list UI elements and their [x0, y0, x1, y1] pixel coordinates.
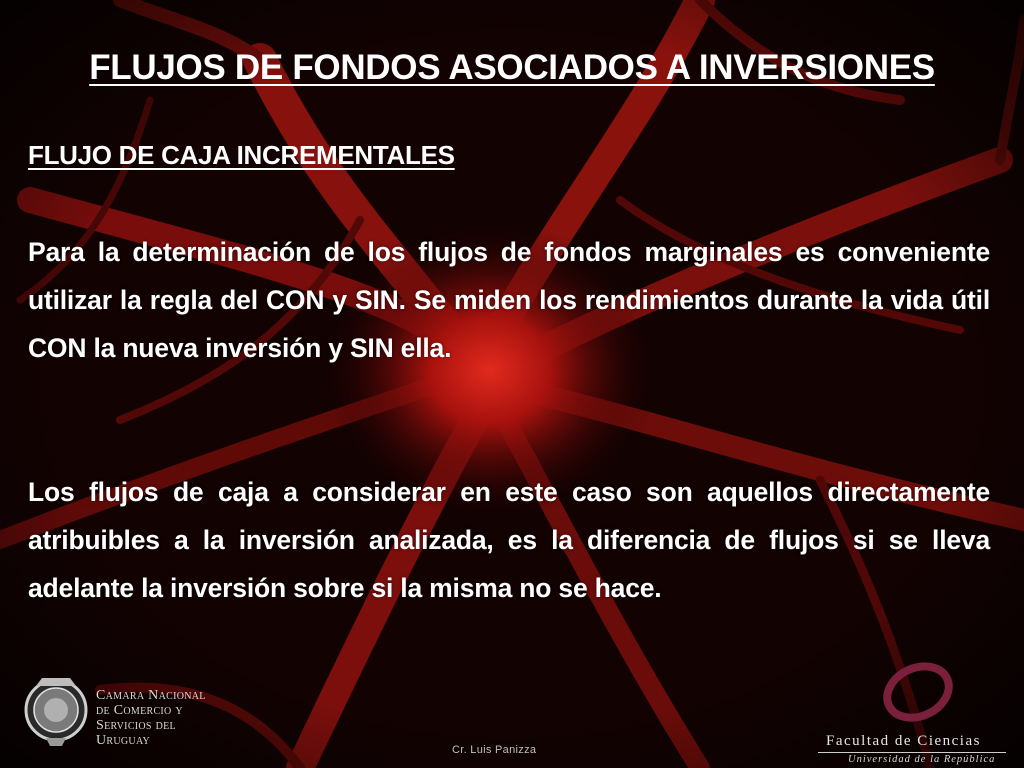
author-credit: Cr. Luis Panizza [452, 744, 537, 756]
section-subtitle: FLUJO DE CAJA INCREMENTALES [28, 140, 455, 170]
faculty-ellipse-icon [880, 660, 956, 724]
faculty-name: Facultad de Ciencias [826, 733, 981, 749]
university-name: Universidad de la República [848, 754, 996, 765]
chamber-seal-icon [22, 672, 90, 748]
slide-title: FLUJOS DE FONDOS ASOCIADOS A INVERSIONES [89, 48, 935, 87]
faculty-divider [818, 752, 1006, 753]
organization-name: Camara Nacional de Comercio y Servicios del Uruguay [96, 688, 206, 748]
paragraph-incremental-flows: Los flujos de caja a considerar en este caso son aquellos directamente atribuibles a la inversión analizada, es la diferencia de flujos si se lleva adelante la inversión sobre si la misma no se hace. [28, 477, 990, 603]
paragraph-con-sin: Para la determinación de los flujos de fondos marginales es conveniente utilizar la regla del CON y SIN. Se miden los rendimientos durante la vida útil CON la nueva inversión y SIN ella. [28, 237, 990, 363]
